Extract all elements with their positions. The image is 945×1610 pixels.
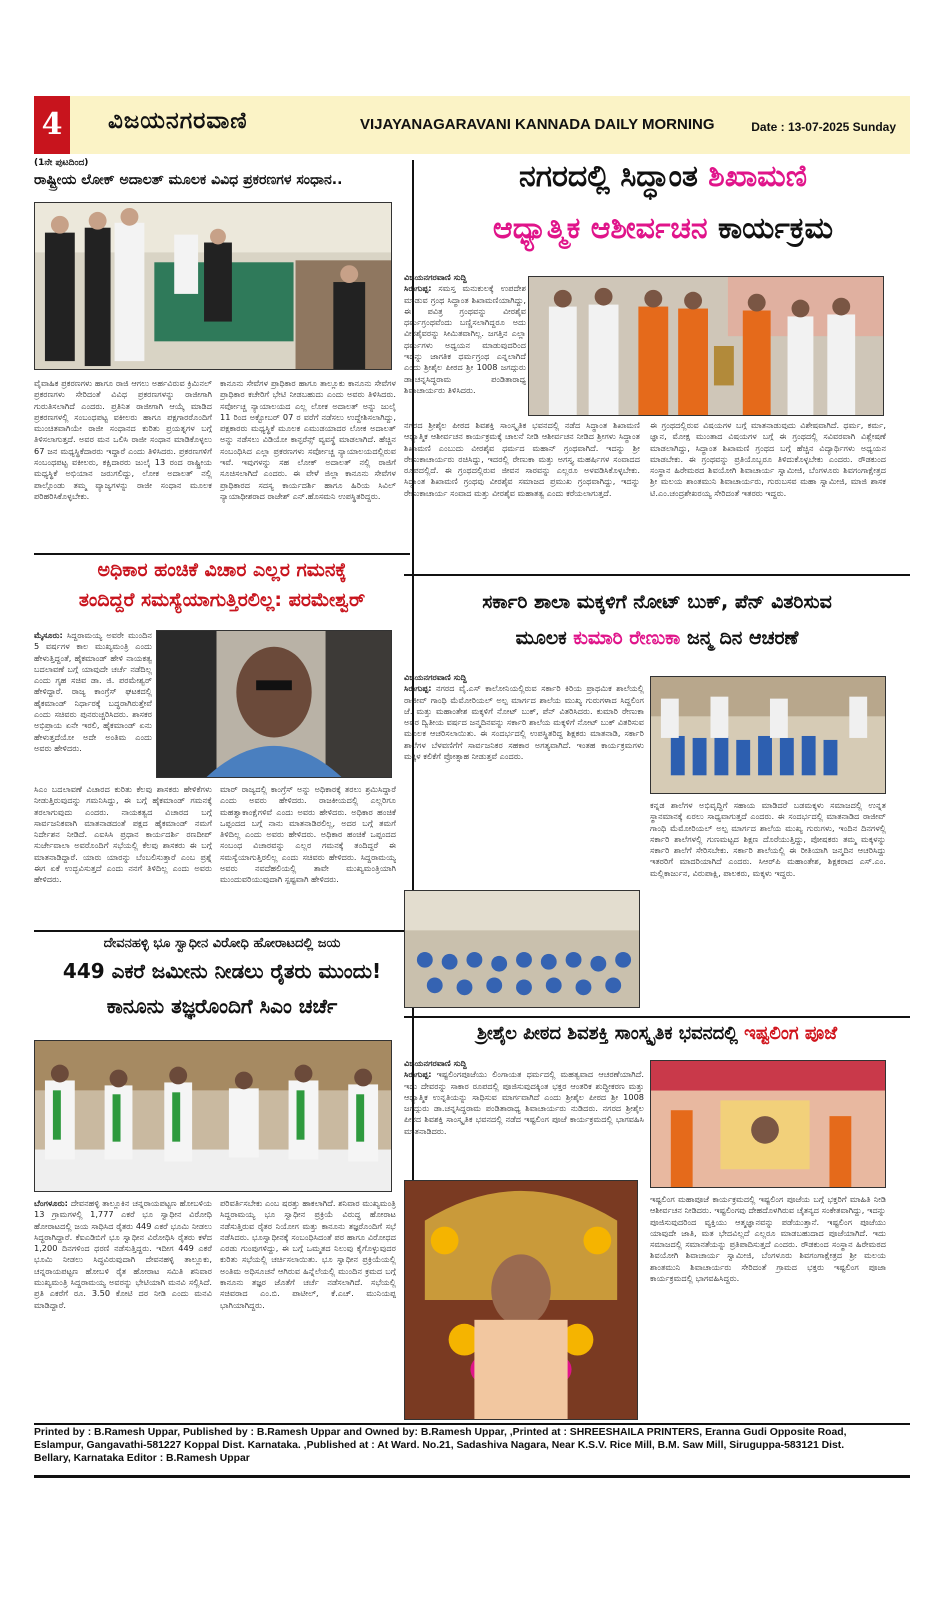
headline-text: ಮೂಲಕ bbox=[515, 627, 574, 649]
article-lok-adalat-col-2: ಕಾನೂನು ಸೇವೆಗಳ ಪ್ರಾಧಿಕಾರ ಹಾಗೂ ತಾಲ್ಲೂಕು ಕಾನೂನು ಸೇವೆಗಳ ಪ್ರಾಧಿಕಾರ ಕಚೇರಿಗೆ ಭೇಟಿ ನೀಡಬಹುದು ಎಂದು ಅವರು ತಿಳಿಸಿದರು. ಸರ್ವೋಚ್ಚ ನ್ಯಾಯಾಲಯದ ಎಲ್ಲ ಲೋಕ ಅದಾಲತ್ ಅನ್ನು ಜುಲೈ 11 ರಿಂದ ಅಕ್ಟೋಬರ್ 07 ರ ವರೆಗೆ ನಡೆಸಲು ಉದ್ದೇಶಿಸಲಾಗಿದ್ದು, ಪಕ್ಷಕಾರರು ಮಧ್ಯಸ್ಥಿಕೆ ಮೂಲಕ ಎಮುಡಯಾದರ ಲೋಕ ಅದಾಲತ್ ಅನ್ನು ನಡೆಸಲು ವಿಡಿಯೋ ಕಾನ್ಫರೆನ್ಸ್ ವ್ಯವಸ್ಥೆ ಮಾಡಲಾಗಿದೆ. ಹೆಚ್ಚಿನ ಸಂಬಂಧಿಸಿದ ಎಲ್ಲಾ ಪ್ರಕರಣಗಳು ಸರ್ವೋಚ್ಚ ನ್ಯಾಯಾಲಯದಲ್ಲಿರುವ ಇವೆ. ಇವುಗಳನ್ನು ಸಹ ಲೋಕ್ ಅದಾಲತ್ ನಲ್ಲಿ ರಾಜಿಗೆ ಸೂಚಿಸಲಾಗಿದೆ ಎಂದರು. ಈ ವೇಳೆ ಜಿಲ್ಲಾ ಕಾನೂನು ಸೇವೆಗಳ ಪ್ರಾಧಿಕಾರದ ಸದಸ್ಯ ಕಾರ್ಯದರ್ಶಿ ಹಾಗೂ ಹಿರಿಯ ಸಿವಿಲ್ ನ್ಯಾಯಾಧೀಶರಾದ ರಾಜೇಶ್ ಎನ್.ಹೊಸಮನಿ ಉಪಸ್ಥಿತರಿದ್ದರು. bbox=[220, 378, 396, 501]
article-shikhamani-headline-2 bbox=[416, 212, 910, 247]
dateline: ಸಿರುಗುಪ್ಪ: bbox=[404, 683, 432, 694]
article-parameshwar-col-3: ಮಾರ್ ರಾಜ್ಯದಲ್ಲಿ ಕಾಂಗ್ರೆಸ್ ಅನ್ನು ಅಧಿಕಾರಕ್ಕೆ ತರಲು ಶ್ರಮಿಸಿದ್ದಾರೆ ಎಂದು ಅವರು ಹೇಳಿದರು. ರಾಜಕೀಯದಲ್ಲಿ ಎಲ್ಲರಿಗೂ ಮಹತ್ವಾಕಾಂಕ್ಷೆಗಳಿವೆ ಎಂದು ಅವರು ಹೇಳಿದರು. ಅಧಿಕಾರ ಹಂಚಿಕೆ ಒಪ್ಪಂದದ ಬಗ್ಗೆ ನಾನು ಮಾತನಾಡಿರಲಿಲ್ಲ, ಅದರ ಬಗ್ಗೆ ತಮಗೆ ತಿಳಿದಿಲ್ಲ ಎಂದು ಅವರು ಹೇಳಿದರು. ಅಧಿಕಾರ ಹಂಚಿಕೆ ಒಪ್ಪಂದದ ಸಂಬಂಧ ವಿಚಾರವನ್ನು ಎಲ್ಲರ ಗಮನಕ್ಕೆ ತಂದಿದ್ದರೆ ಈ ಸಮಸ್ಯೆಯಾಗುತ್ತಿರಲಿಲ್ಲ ಎಂದು ಸಚಿವರು ಹೇಳಿದರು. ಸಿದ್ದರಾಮಯ್ಯ ಅವರು ನವದೆಹಲಿಯಲ್ಲಿ ತಾವೇ ಮುಖ್ಯಮಂತ್ರಿಯಾಗಿ ಮುಂದುವರಿಯುವುದಾಗಿ ಸ್ಪಷ್ಟವಾಗಿ ಹೇಳಿದರು. bbox=[220, 784, 396, 885]
photo-shikhamani-event bbox=[528, 276, 884, 416]
byline: ವಿಜಯನಗರವಾಣಿ ಸುದ್ದಿ bbox=[404, 1058, 467, 1068]
body-text: ನಗರದ ವೈ.ಎಸ್ ಕಾಲೋನಿಯಲ್ಲಿರುವ ಸರ್ಕಾರಿ ಕಿರಿಯ ಪ್ರಾಥಮಿಕ ಶಾಲೆಯಲ್ಲಿ ರಾಜೀವ್ ಗಾಂಧಿ ಮೆಮೋರಿಯಲ್ ಅಲ್ಪ ಮಾರ್ಗದ ಶಾಲೆಯ ಮುಖ್ಯ ಗುರುಗಳಾದ ಸಿದ್ದಲಿಂಗ ಜೆ. ಮತ್ತು ಮಹಾಂತೇಶ ಮಕ್ಕಳಿಗೆ ನೋಟ್ ಬುಕ್, ಪೆನ್ ವಿತರಿಸಿದರು. ಕುಮಾರಿ ರೇಣುಕಾ ಅವರ ದ್ವಿತೀಯ ವರ್ಷದ ಜನ್ಮದಿನವನ್ನು ಸರ್ಕಾರಿ ಶಾಲೆಯ ಮಕ್ಕಳಿಗೆ ನೋಟ್ ಬುಕ್ ವಿತರಿಸುವ ಮೂಲಕ ಆಚರಿಸಲಾಯಿತು. ಈ ಸಂದರ್ಭದಲ್ಲಿ ಉಪಸ್ಥಿತರಿದ್ದ ಶಿಕ್ಷಕರು ಮಾತನಾಡಿ, ಸರ್ಕಾರಿ ಶಾಲೆಗಳ ಬೆಳವಣಿಗೆಗೆ ಸಾರ್ವಜನಿಕರ ಸಹಕಾರ ಅಗತ್ಯವಾಗಿದೆ. ಇಂತಹ ಕಾರ್ಯಕ್ರಮಗಳು ಮಕ್ಕಳ ಕಲಿಕೆಗೆ ಪ್ರೋತ್ಸಾಹ ನೀಡುತ್ತವೆ ಎಂದರು. bbox=[404, 683, 644, 762]
dateline: ಸಿರುಗುಪ್ಪ: bbox=[404, 283, 432, 294]
dateline: ಸಿರುಗುಪ್ಪ: bbox=[404, 1069, 432, 1080]
body-text: ಇಷ್ಟಲಿಂಗಪೂಜೆಯು ಲಿಂಗಾಯತ ಧರ್ಮದಲ್ಲಿ ಮಹತ್ವವಾದ ಆಚರಣೆಯಾಗಿದೆ. ಇದು ದೇವರನ್ನು ಸಾಕಾರ ರೂಪದಲ್ಲಿ ಪೂಜಿಸುವುದಕ್ಕಿಂತ ಭಕ್ತರ ಆಂತರಿಕ ಶುದ್ಧೀಕರಣ ಮತ್ತು ಆಧ್ಯಾತ್ಮಿಕ ಉನ್ನತಿಯನ್ನು ಸಾಧಿಸುವ ಮಾರ್ಗವಾಗಿದೆ ಎಂದು ಶ್ರೀಶೈಲ ಪೀಠದ ಶ್ರೀ 1008 ಜಗದ್ಗುರು ಡಾ.ಚನ್ನಸಿದ್ಧರಾಮ ಪಂಡಿತಾರಾಧ್ಯ ಶಿವಾಚಾರ್ಯರು ನುಡಿದರು. ನಗರದ ಶ್ರೀಶೈಲ ಪೀಠದ ಶಿವಶಕ್ತಿ ಸಾಂಸ್ಕೃತಿಕ ಭವನದಲ್ಲಿ ನಡೆದ ಇಷ್ಟಲಿಂಗ ಪೂಜೆ ಕಾರ್ಯಕ್ರಮದಲ್ಲಿ ಭಾಗವಹಿಸಿ ಮಾತನಾಡಿದರು. bbox=[404, 1069, 644, 1136]
article-shikhamani-col-2: ಈ ಗ್ರಂಥದಲ್ಲಿರುವ ವಿಷಯಗಳ ಬಗ್ಗೆ ಮಾತನಾಡುವುದು ವಿಶೇಷವಾಗಿದೆ. ಧರ್ಮ, ಕರ್ಮ, ಜ್ಞಾನ, ಮೋಕ್ಷ ಮುಂತಾದ ವಿಷಯಗಳ ಬಗ್ಗೆ ಈ ಗ್ರಂಥದಲ್ಲಿ ಸವಿವರವಾಗಿ ವಿಶ್ಲೇಷಣೆ ಮಾಡಲಾಗಿದ್ದು, ಸಿದ್ಧಾಂತ ಶಿಖಾಮಣಿ ಗ್ರಂಥದ ಬಗ್ಗೆ ಹೆಚ್ಚಿನ ವಿದ್ಯಾರ್ಥಿಗಳು ಅಧ್ಯಯನ ಮಾಡಬೇಕು. ಈ ಗ್ರಂಥವನ್ನು ಪ್ರತಿಯೊಬ್ಬರೂ ತಿಳಿದುಕೊಳ್ಳಬೇಕು ಎಂದರು. ರೌಡಕುಂದ ಸಂಸ್ಥಾನ ಹಿರೇಮಠದ ಶಿವಯೋಗಿ ಶಿವಾಚಾರ್ಯ ಸ್ವಾಮೀಜಿ, ಬೆಂಗಳೂರು ಶಿವಗಂಗಾಕ್ಷೇತ್ರದ ಶ್ರೀ ಮಲಯ ಶಾಂತಮುನಿ ಶಿವಾಚಾರ್ಯರು, ಗುರುಬಸವ ಮಹಾ ಸ್ವಾಮೀಜಿ, ಮಾಜಿ ಶಾಸಕ ಟಿ.ಎಂ.ಚಂದ್ರಶೇಖರಯ್ಯ ಸೇರಿದಂತೆ ಇತರರು ಇದ್ದರು. bbox=[650, 420, 886, 498]
imprint-line-2: Eslampur, Gangavathi-581227 Koppal Dist. Karnataka. ,Published at : At Ward. No.21, Sadashiva Nagara, Near K.S.V. Rice Mill, B.M. Saw Mill, Siruguppa-583121 Dist. bbox=[34, 1440, 845, 1451]
byline: ವಿಜಯನಗರವಾಣಿ ಸುದ್ದಿ bbox=[404, 272, 467, 282]
logo-english: VIJAYANAGARAVANI KANNADA DAILY MORNING bbox=[360, 116, 715, 133]
body-text: ಸಮಸ್ತ ಮನುಕುಲಕ್ಕೆ ಉಪದೇಶ ಮಾಡುವ ಗ್ರಂಥ ಸಿದ್ಧಾಂತ ಶಿಖಾಮಣಿಯಾಗಿದ್ದು, ಈ ಪವಿತ್ರ ಗ್ರಂಥವನ್ನು ವೀರಶೈವ ಧರ್ಮಗ್ರಂಥವೆಂದು ಬಣ್ಣಿಸಲಾಗಿದ್ದರೂ ಅದು ವೀರಶೈವರನ್ನು ಸೀಮಿತವಾಗಿಲ್ಲ. ಜಗತ್ತಿನ ಎಲ್ಲಾ ಧರ್ಮಗಳು ಅಧ್ಯಯನ ಮಾಡುವುದರಿಂದ ಇದನ್ನು ಜಾಗತಿಕ ಧರ್ಮಗ್ರಂಥ ಎನ್ನಲಾಗಿದೆ ಎಂದು ಶ್ರೀಶೈಲ ಪೀಠದ ಶ್ರೀ 1008 ಜಗದ್ಗುರು ಡಾ.ಚನ್ನಸಿದ್ಧರಾಮ ಪಂಡಿತಾರಾಧ್ಯ ಶಿವಾಚಾರ್ಯರು ತಿಳಿಸಿದರು. bbox=[404, 283, 526, 395]
article-shikhamani-side bbox=[404, 272, 526, 420]
photo-classroom bbox=[404, 890, 640, 1008]
section-rule bbox=[404, 574, 910, 576]
imprint-footer bbox=[34, 1426, 910, 1472]
photo-parameshwar bbox=[156, 630, 392, 778]
byline: ವಿಜಯನಗರವಾಣಿ ಸುದ್ದಿ bbox=[404, 672, 467, 682]
body-text: ದೇವನಹಳ್ಳಿ ತಾಲ್ಲೂಕಿನ ಚನ್ನರಾಯಪಟ್ಟಣ ಹೋಬಳಿಯ 13 ಗ್ರಾಮಗಳಲ್ಲಿ 1,777 ಎಕರೆ ಭೂ ಸ್ವಾಧೀನ ವಿರೋಧಿ ಹೋರಾಟದಲ್ಲಿ ಜಯ ಸಾಧಿಸಿದ ರೈತರು 449 ಎಕರೆ ಭೂಮಿ ನೀಡಲು ಸಿದ್ಧರಾಗಿದ್ದಾರೆ. ಕೆಐಎಡಿಬಿಗೆ ಭೂ ಸ್ವಾಧೀನ ವಿರೋಧಿಸಿ ರೈತರು ಕಳೆದ 1,200 ದಿನಗಳಿಂದ ಧರಣಿ ನಡೆಸುತ್ತಿದ್ದರು. ಇದೀಗ 449 ಎಕರೆ ಭೂಮಿ ನೀಡಲು ಸಿದ್ಧವಿರುವುದಾಗಿ ದೇವನಹಳ್ಳಿ ತಾಲ್ಲೂಕು, ಚನ್ನರಾಯಪಟ್ಟಣ ಹೋಬಳಿ ರೈತ ಹೋರಾಟ ಸಮಿತಿ ಶನಿವಾರ ಮುಖ್ಯಮಂತ್ರಿ ಸಿದ್ದರಾಮಯ್ಯ ಅವರನ್ನು ಭೇಟಿಯಾಗಿ ಮನವಿ ಸಲ್ಲಿಸಿದೆ. ಪ್ರತಿ ಎಕರೆಗೆ ರೂ. 3.50 ಕೋಟಿ ದರ ನೀಡಿ ಎಂದು ಮನವಿ ಮಾಡಿದ್ದಾರೆ. bbox=[34, 1198, 212, 1310]
article-shikhamani-headline-1 bbox=[416, 160, 910, 195]
article-lok-adalat-headline: ರಾಷ್ಟ್ರೀಯ ಲೋಕ್ ಅದಾಲತ್ ಮೂಲಕ ವಿವಿಧ ಪ್ರಕರಣಗಳ ಸಂಧಾನ.. bbox=[34, 172, 343, 188]
headline-text: ಜನ್ಮ ದಿನ ಆಚರಣೆ bbox=[680, 627, 799, 649]
masthead bbox=[34, 96, 910, 154]
section-rule bbox=[404, 1016, 910, 1018]
dateline: ಮೈಸೂರು: bbox=[34, 630, 63, 640]
article-devanahalli-kicker: ದೇವನಹಳ್ಳಿ ಭೂ ಸ್ವಾಧೀನ ವಿರೋಧಿ ಹೋರಾಟದಲ್ಲಿ ಜಯ bbox=[103, 936, 341, 951]
headline-highlight: ಶಿಖಾಮಣಿ bbox=[708, 159, 807, 194]
bottom-rule bbox=[34, 1475, 910, 1478]
article-lok-adalat-col-1: ವೈವಾಹಿಕ ಪ್ರಕರಣಗಳು ಹಾಗೂ ರಾಜಿ ಆಗಲು ಅರ್ಹವಿರುವ ಕ್ರಿಮಿನಲ್ ಪ್ರಕರಣಗಳು ಸೇರಿದಂತೆ ವಿವಿಧ ಪ್ರಕರಣಗಳನ್ನು ರಾಜೀಗಾಗಿ ಗುರುತಿಸಲಾಗಿದೆ ಎಂದರು. ಪ್ರತಿನಿತ ರಾಜೀಗಾಗಿ ಆಯ್ಕೆ ಮಾಡಿದ ಪ್ರಕರಣಗಳಲ್ಲಿ ಸಂಬಂಧಪಟ್ಟ ವಕೀಲರು ಹಾಗೂ ಪಕ್ಷಗಾರರೊಂದಿಗೆ ಮುಂಚಿತವಾಗಿಯೇ ರಾಜೀ ಸಂಧಾನದ ಕುರಿತು ಪ್ರಯತ್ನಗಳ ಬಗ್ಗೆ ತಿಳಿಸಲಾಗುತ್ತದೆ. ಅವರ ಮನ ಒಲಿಸಿ ರಾಜೀ ಸಂಧಾನ ಮಾಡಿಕೊಳ್ಳಲು 67 ಜನ ಮಧ್ಯಸ್ಥಿಕೆದಾರರು ಇದ್ದಾರೆ ಎಂದು ತಿಳಿಸಿದರು. ಪ್ರಕರಣಗಳಿಗೆ ಸಂಬಂಧಪಟ್ಟ ವಕೀಲರು, ಕಕ್ಷಿದಾರರು ಜುಲೈ 13 ರಂದ ರಾಷ್ಟ್ರೀಯ ಮಧ್ಯಸ್ಥಿಕೆ ಅಭಿಯಾನ ಜರುಗಲಿದ್ದು, ಲೋಕ ಅದಾಲತ್ ನಲ್ಲಿ ಪಾಲ್ಗೊಂಡು ತಮ್ಮ ವ್ಯಾಜ್ಯಗಳನ್ನು ರಾಜೀ ಸಂಧಾನ ಮೂಲಕ ಪರಿಹರಿಸಿಕೊಳ್ಳಬೇಕು. bbox=[34, 378, 212, 501]
section-rule bbox=[34, 553, 410, 555]
article-parameshwar-headline-2: ತಂದಿದ್ದರೆ ಸಮಸ್ಯೆಯಾಗುತ್ತಿರಲಿಲ್ಲ: ಪರಮೇಶ್ವರ್ bbox=[78, 589, 366, 611]
page-number: 4 bbox=[34, 96, 70, 154]
issue-date: Date : 13-07-2025 Sunday bbox=[751, 120, 896, 134]
headline-highlight: ಕುಮಾರಿ ರೇಣುಕಾ bbox=[573, 627, 681, 649]
article-parameshwar-col-2: ಸಿಎಂ ಬದಲಾವಣೆ ವಿಚಾರದ ಕುರಿತು ಕೆಲವು ಶಾಸಕರು ಹೇಳಿಕೆಗಳು ನೀಡುತ್ತಿರುವುದನ್ನು ಗಮನಿಸಿದ್ದು, ಈ ಬಗ್ಗೆ ಹೈಕಮಾಂಡ್ ಗಮನಕ್ಕೆ ತರಲಾಗುವುದು ಎಂದರು. ನಾಯಕತ್ವದ ವಿಚಾರದ ಬಗ್ಗೆ ಸಾರ್ವಜನಿಕವಾಗಿ ಮಾತನಾಡದಂತೆ ಪಕ್ಷದ ಹೈಕಮಾಂಡ್ ನಮಗೆ ನಿರ್ದೇಶನ ನೀಡಿದೆ. ಎಐಸಿಸಿ ಪ್ರಧಾನ ಕಾರ್ಯದರ್ಶಿ ರಣದೀಪ್ ಸುರ್ಜೇವಾಲಾ ಅವರೊಂದಿಗೆ ಸಭೆಯಲ್ಲಿ ಕೆಲವು ಶಾಸಕರು ಈ ಬಗ್ಗೆ ಮಾತನಾಡಿದ್ದಾರೆ. ಯಾರು ಯಾರನ್ನು ಬೆಂಬಲಿಸುತ್ತಾರೆ ಎಂಬ ಪ್ರಶ್ನೆ ಈಗ ಏಕೆ ಉದ್ಭವಿಸುತ್ತದೆ ಎಂದು ನನಗೆ ತಿಳಿದಿಲ್ಲ ಎಂದು ಅವರು ಹೇಳಿದರು. bbox=[34, 784, 212, 885]
footer-rule bbox=[34, 1423, 910, 1425]
logo-kannada: ವಿಜಯನಗರವಾಣಿ bbox=[108, 108, 248, 134]
article-devanahalli-col-1 bbox=[34, 1198, 212, 1418]
imprint-line-3: Bellary, Karnataka Editor : B.Ramesh Uppar bbox=[34, 1453, 250, 1464]
imprint-line-1: Printed by : B.Ramesh Uppar, Published by : B.Ramesh Uppar and Owned by: B.Ramesh Uppar, ,Printed at : SHREESHAILA PRINTERS, Eranna Gudi Opposite Road, bbox=[34, 1427, 847, 1438]
article-ishtalinga-col-1 bbox=[404, 1058, 644, 1178]
headline-text: ಕಾರ್ಯಕ್ರಮ bbox=[718, 211, 834, 246]
body-text: ಸಿದ್ದರಾಮಯ್ಯ ಅವರೇ ಮುಂದಿನ 5 ವರ್ಷಗಳ ಕಾಲ ಮುಖ್ಯಮಂತ್ರಿ ಎಂದು ಹೇಳುತ್ತಿದ್ದಂತೆ, ಹೈಕಮಾಂಡ್ ಹೇಳಿ ನಾಯಕತ್ವ ಬದಲಾವಣೆ ಬಗ್ಗೆ ಯಾವುದೇ ಚರ್ಚೆ ನಡೆದಿಲ್ಲ ಎಂದು ಗೃಹ ಸಚಿವ ಡಾ. ಜಿ. ಪರಮೇಶ್ವರ್ ಹೇಳಿದ್ದಾರೆ. ರಾಜ್ಯ ಕಾಂಗ್ರೆಸ್ ಘಟಕದಲ್ಲಿ ಹೈಕಮಾಂಡ್ ನಿರ್ಧಾರಕ್ಕೆ ಬದ್ಧರಾಗಿರುತ್ತೇವೆ ಎಂದು ಸಚಿವರು ಪುನರುಚ್ಚರಿಸಿದರು. ಶಾಸಕರ ಅಭಿಪ್ರಾಯ ಏನೇ ಇರಲಿ, ಹೈಕಮಾಂಡ್ ಏನು ಹೇಳುತ್ತದೆಯೋ ಅದೇ ಅಂತಿಮ ಎಂದು ಅವರು ಹೇಳಿದರು. bbox=[34, 630, 152, 753]
article-parameshwar-headline-1: ಅಧಿಕಾರ ಹಂಚಿಕೆ ವಿಚಾರ ಎಲ್ಲರ ಗಮನಕ್ಕೆ bbox=[97, 559, 347, 581]
photo-lok-adalat bbox=[34, 202, 392, 370]
article-devanahalli-headline-1: 449 ಎಕರೆ ಜಮೀನು ನೀಡಲು ರೈತರು ಮುಂದು! bbox=[62, 959, 382, 983]
article-parameshwar-col-1 bbox=[34, 630, 152, 780]
article-renuka-col-2: ಕನ್ನಡ ಶಾಲೆಗಳ ಅಭಿವೃದ್ಧಿಗೆ ಸಹಾಯ ಮಾಡಿದರೆ ಬಡಮಕ್ಕಳು ಸಮಾಜದಲ್ಲಿ ಉನ್ನತ ಸ್ಥಾನಮಾನಕ್ಕೆ ಏರಲು ಸಾಧ್ಯವಾಗುತ್ತದೆ ಎಂದರು. ಈ ಸಂದರ್ಭದಲ್ಲಿ ಮಾತನಾಡಿದ ರಾಜೀವ್ ಗಾಂಧಿ ಮೆಮೋರಿಯಲ್ ಅಲ್ಪ ಮಾರ್ಗದ ಶಾಲೆಯ ಮುಖ್ಯ ಗುರುಗಳು, ಇಂದಿನ ದಿನಗಳಲ್ಲಿ ಸರ್ಕಾರಿ ಶಾಲೆಗಳಲ್ಲಿ ಗುಣಮಟ್ಟದ ಶಿಕ್ಷಣ ದೊರೆಯುತ್ತಿದ್ದು, ಪೋಷಕರು ತಮ್ಮ ಮಕ್ಕಳನ್ನು ಸರ್ಕಾರಿ ಶಾಲೆಗೆ ಸೇರಿಸಬೇಕು. ಸರ್ಕಾರಿ ಶಾಲೆಯಲ್ಲಿ ಈ ರೀತಿಯಾಗಿ ಜನ್ಮದಿನ ಆಚರಿಸಿದ್ದು ಇತರರಿಗೆ ಮಾದರಿಯಾಗಿದೆ ಎಂದರು. ಸಿಆರ್‌ಪಿ ಮಹಾಂತೇಶ, ಶಿಕ್ಷಕರಾದ ಎಸ್.ಎಂ. ಮಲ್ಲಿಕಾರ್ಜುನ, ವಿರುಪಾಕ್ಷಿ, ಪಾಲಕರು, ಮಕ್ಕಳು ಇದ್ದರು. bbox=[650, 800, 886, 878]
section-rule bbox=[34, 930, 410, 932]
dateline: ಬೆಂಗಳೂರು: bbox=[34, 1198, 68, 1208]
article-ishtalinga-headline bbox=[404, 1024, 910, 1045]
headline-text: ನಗರದಲ್ಲಿ ಸಿದ್ಧಾಂತ bbox=[519, 159, 709, 194]
headline-highlight: ಇಷ್ಟಲಿಂಗ ಪೂಜೆ bbox=[744, 1023, 838, 1044]
article-devanahalli-headline-2: ಕಾನೂನು ತಜ್ಞರೊಂದಿಗೆ ಸಿಎಂ ಚರ್ಚೆ bbox=[106, 994, 338, 1018]
article-shikhamani-col-1: ನಗರದ ಶ್ರೀಶೈಲ ಪೀಠದ ಶಿವಶಕ್ತಿ ಸಾಂಸ್ಕೃತಿಕ ಭವನದಲ್ಲಿ ನಡೆದ ಸಿದ್ಧಾಂತ ಶಿಖಾಮಣಿ ಆಧ್ಯಾತ್ಮಿಕ ಆಶೀರ್ವಚನ ಕಾರ್ಯಕ್ರಮಕ್ಕೆ ಚಾಲನೆ ನೀಡಿ ಆಶೀರ್ವಚನ ನೀಡಿದ ಶ್ರೀಗಳು ಸಿದ್ಧಾಂತ ಶಿಖಾಮಣಿ ಎಂಬುದು ವೀರಶೈವ ಧರ್ಮದ ಮಹಾನ್ ಗ್ರಂಥವಾಗಿದೆ. ಇದನ್ನು ಶ್ರೀ ರೇಣುಕಾಚಾರ್ಯರು ರಚಿಸಿದ್ದು, ಇದರಲ್ಲಿ ರೇಣುಕಾ ಮತ್ತು ಅಗಸ್ತ್ಯ ಮಹರ್ಷಿಗಳ ಸಂವಾದದ ರೂಪದಲ್ಲಿದೆ. ಈ ಗ್ರಂಥದಲ್ಲಿರುವ ಜೀವನ ಸಾರವನ್ನು ಎಲ್ಲರೂ ಅಳವಡಿಸಿಕೊಳ್ಳಬೇಕು. ಸಿದ್ಧಾಂತ ಶಿಖಾಮಣಿ ಗ್ರಂಥವು ವೀರಶೈವ ಸಮಾಜದ ಪ್ರಮುಖ ಗ್ರಂಥವಾಗಿದ್ದು, ಇದನ್ನು ರೇಣುಕಾಚಾರ್ಯ ಸಂವಾದ ಮತ್ತು ವೀರಶೈವ ಮಹಾತತ್ವ ಎಂದು ಕರೆಯಲಾಗುತ್ತದೆ. bbox=[404, 420, 640, 498]
article-renuka-col-1 bbox=[404, 672, 644, 886]
headline-text: ಶ್ರೀಶೈಲ ಪೀಠದ ಶಿವಶಕ್ತಿ ಸಾಂಸ್ಕೃತಿಕ ಭವನದಲ್ಲಿ bbox=[476, 1023, 745, 1044]
article-ishtalinga-col-2: ಇಷ್ಟಲಿಂಗ ಮಹಾಪೂಜೆ ಕಾರ್ಯಕ್ರಮದಲ್ಲಿ ಇಷ್ಟಲಿಂಗ ಪೂಜೆಯ ಬಗ್ಗೆ ಭಕ್ತರಿಗೆ ಮಾಹಿತಿ ನೀಡಿ ಆಶೀರ್ವಚನ ನೀಡಿದರು. ಇಷ್ಟಲಿಂಗವು ದೇಹದೊಳಗಿರುವ ಚೈತನ್ಯದ ಸಂಕೇತವಾಗಿದ್ದು, ಇದನ್ನು ಪೂಜಿಸುವುದರಿಂದ ವ್ಯಕ್ತಿಯು ಆತ್ಮಜ್ಞಾನವನ್ನು ಪಡೆಯುತ್ತಾನೆ. ಇಷ್ಟಲಿಂಗ ಪೂಜೆಯು ಯಾವುದೇ ಜಾತಿ, ಮತ ಭೇದವಿಲ್ಲದೆ ಎಲ್ಲರೂ ಮಾಡಬಹುದಾದ ಪೂಜೆಯಾಗಿದೆ. ಇದು ಸಮಾಜದಲ್ಲಿ ಸಮಾನತೆಯನ್ನು ಪ್ರತಿಪಾದಿಸುತ್ತದೆ ಎಂದರು. ರೌಡಕುಂದ ಸಂಸ್ಥಾನ ಹಿರೇಮಠದ ಶಿವಯೋಗಿ ಶಿವಾಚಾರ್ಯ ಸ್ವಾಮೀಜಿ, ಬೆಂಗಳೂರು ಶಿವಗಂಗಾಕ್ಷೇತ್ರದ ಶ್ರೀ ಮಲಯ ಶಾಂತಮುನಿ ಶಿವಾಚಾರ್ಯರು ಸೇರಿದಂತೆ ಗ್ರಾಮದ ಭಕ್ತರು ಇಷ್ಟಲಿಂಗ ಪೂಜಾ ಕಾರ್ಯಕ್ರಮದಲ್ಲಿ ಭಾಗವಹಿಸಿದ್ದರು. bbox=[650, 1194, 886, 1284]
photo-swamiji-pooja bbox=[404, 1180, 638, 1420]
headline-highlight: ಆಧ್ಯಾತ್ಮಿಕ ಆಶೀರ್ವಚನ bbox=[492, 211, 719, 246]
photo-ishtalinga-stage bbox=[650, 1060, 886, 1188]
photo-school-children bbox=[650, 676, 886, 794]
article-renuka-headline-2 bbox=[404, 628, 910, 650]
continued-kicker: (1ನೇ ಪುಟದಿಂದ) bbox=[34, 158, 89, 168]
article-renuka-headline-1: ಸರ್ಕಾರಿ ಶಾಲಾ ಮಕ್ಕಳಿಗೆ ನೋಟ್ ಬುಕ್, ಪೆನ್ ವಿತರಿಸುವ bbox=[482, 591, 832, 613]
photo-cm-meeting bbox=[34, 1040, 392, 1192]
article-devanahalli-col-2: ಪರಿವರ್ತಿಸಬೇಕು ಎಂಬ ಷರತ್ತು ಹಾಕಲಾಗಿದೆ. ಶನಿವಾರ ಮುಖ್ಯಮಂತ್ರಿ ಸಿದ್ದರಾಮಯ್ಯ ಭೂ ಸ್ವಾಧೀನ ಪ್ರಕ್ರಿಯೆ ವಿರುದ್ಧ ಹೋರಾಟ ನಡೆಸುತ್ತಿರುವ ರೈತರ ನಿಯೋಗ ಮತ್ತು ಕಾನೂನು ತಜ್ಞರೊಂದಿಗೆ ಸಭೆ ನಡೆಸಿದರು. ಭೂಸ್ವಾಧೀನಕ್ಕೆ ಸಂಬಂಧಿಸಿದಂತೆ ಪರ ಹಾಗೂ ವಿರೋಧದ ಎರಡು ಗುಂಪುಗಳಿದ್ದು, ಈ ಬಗ್ಗೆ ಒಮ್ಮತದ ನಿಲುವು ಕೈಗೊಳ್ಳುವುದರ ಕುರಿತು ಸಭೆಯಲ್ಲಿ ಚರ್ಚಿಸಲಾಯಿತು. ಭೂ ಸ್ವಾಧೀನ ಪ್ರಕ್ರಿಯೆಯಲ್ಲಿ ಅಂತಿಮ ಅಧಿಸೂಚನೆ ಆಗಿರುವ ಹಿನ್ನೆಲೆಯಲ್ಲಿ ಮುಂದಿನ ಕ್ರಮದ ಬಗ್ಗೆ ಕಾನೂನು ತಜ್ಞರ ಜೊತೆಗೆ ಚರ್ಚೆ ನಡೆಸಲಾಗಿದೆ. ಸಭೆಯಲ್ಲಿ ಸಚಿವರಾದ ಎಂ.ಬಿ. ಪಾಟೀಲ್, ಕೆ.ಎಚ್. ಮುನಿಯಪ್ಪ ಭಾಗಿಯಾಗಿದ್ದರು. bbox=[220, 1198, 396, 1310]
